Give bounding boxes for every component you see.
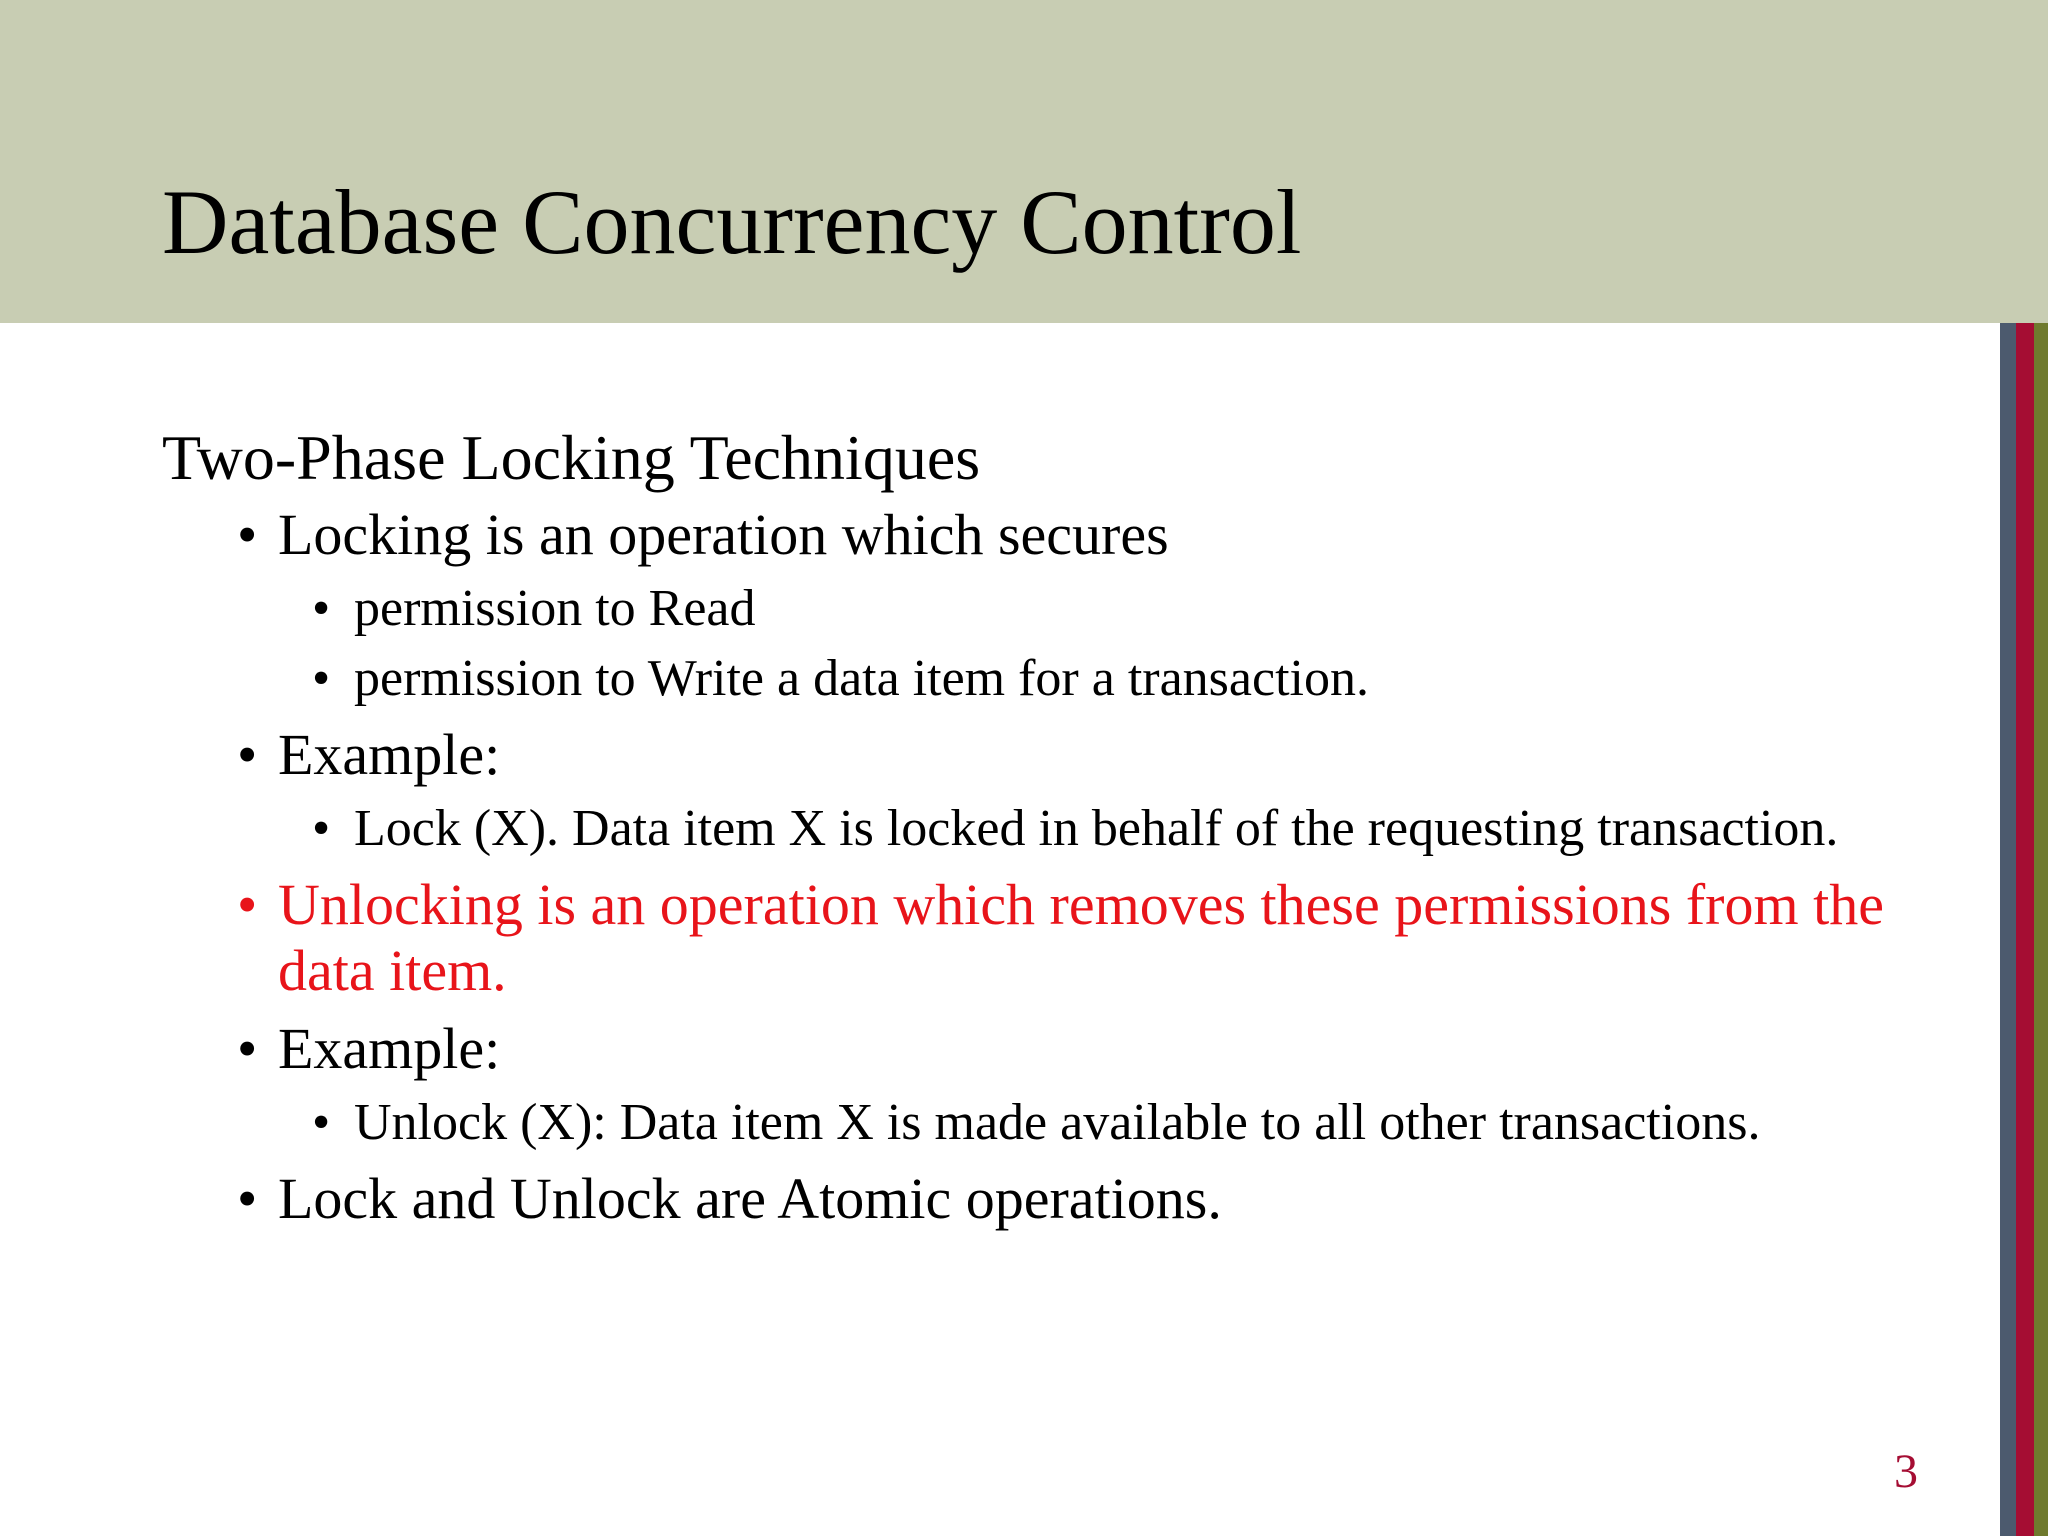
bullet-text: Unlocking is an operation which removes these permissions from the data item. bbox=[278, 872, 1884, 1003]
bullet-icon: • bbox=[312, 650, 331, 707]
bullet-item-highlighted bbox=[162, 872, 1958, 1004]
sub-bullet-item bbox=[162, 648, 1954, 710]
bullet-icon: • bbox=[237, 1166, 258, 1231]
bullet-text: Example: bbox=[278, 722, 501, 787]
bullet-icon: • bbox=[312, 1094, 331, 1151]
decorative-side-bars bbox=[2000, 323, 2048, 1536]
bullet-text: Example: bbox=[278, 1016, 501, 1081]
bullet-text: Lock and Unlock are Atomic operations. bbox=[278, 1166, 1222, 1231]
bullet-icon: • bbox=[237, 722, 258, 787]
bullet-icon: • bbox=[237, 872, 258, 937]
slide-body bbox=[162, 418, 1962, 1232]
side-bar-slate bbox=[2000, 323, 2016, 1536]
sub-bullet-text: permission to Read bbox=[354, 580, 756, 637]
sub-bullet-item bbox=[162, 798, 1954, 860]
page-number: 3 bbox=[1894, 1445, 1918, 1498]
bullet-item bbox=[162, 502, 1958, 568]
bullet-item bbox=[162, 722, 1958, 788]
bullet-item bbox=[162, 1166, 1958, 1232]
bullet-icon: • bbox=[237, 502, 258, 567]
bullet-icon: • bbox=[312, 580, 331, 637]
sub-bullet-item bbox=[162, 578, 1954, 640]
bullet-icon: • bbox=[237, 1016, 258, 1081]
section-heading: Two-Phase Locking Techniques bbox=[162, 422, 981, 493]
sub-bullet-text: Lock (X). Data item X is locked in behalf of the requesting transaction. bbox=[354, 800, 1839, 857]
side-bar-crimson bbox=[2016, 323, 2034, 1536]
bullet-text: Locking is an operation which secures bbox=[278, 502, 1169, 567]
sub-bullet-item bbox=[162, 1092, 1954, 1154]
bullet-item bbox=[162, 1016, 1958, 1082]
slide-title: Database Concurrency Control bbox=[162, 171, 1302, 273]
sub-bullet-text: Unlock (X): Data item X is made available to all other transactions. bbox=[354, 1094, 1761, 1151]
side-bar-olive bbox=[2034, 323, 2048, 1536]
sub-bullet-text: permission to Write a data item for a transaction. bbox=[354, 650, 1369, 707]
bullet-icon: • bbox=[312, 800, 331, 857]
